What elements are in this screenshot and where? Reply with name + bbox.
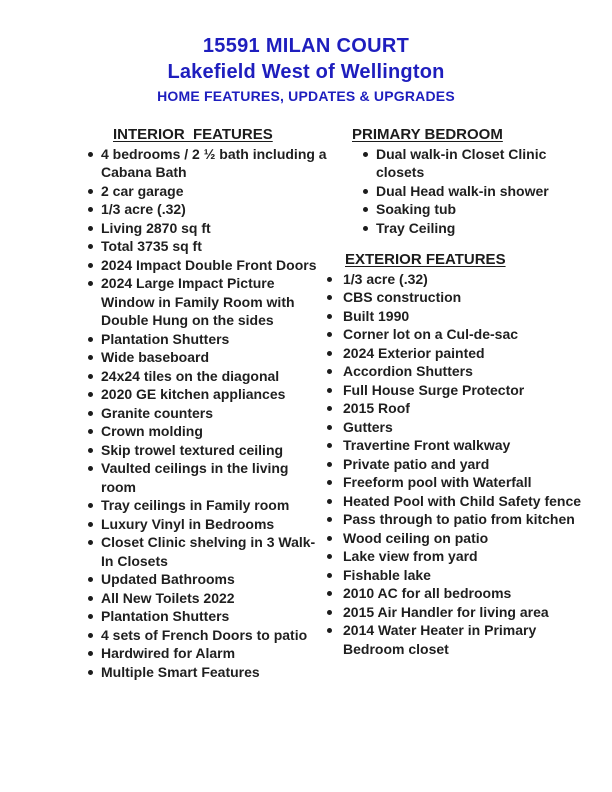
feature-item — [327, 621, 594, 658]
bullet-icon — [88, 448, 93, 453]
feature-item — [327, 362, 594, 381]
feature-text: Dual walk-in Closet Clinic closets — [376, 145, 547, 180]
feature-item — [88, 256, 327, 275]
bullet-icon — [327, 536, 332, 541]
feature-item — [363, 219, 594, 238]
bullet-icon — [88, 226, 93, 231]
feature-item — [327, 455, 594, 474]
feature-item — [327, 325, 594, 344]
bullet-icon — [88, 355, 93, 360]
section-interior-features — [88, 126, 327, 681]
feature-item — [88, 607, 327, 626]
bullet-icon — [88, 670, 93, 675]
bullet-icon — [363, 152, 368, 157]
bullet-icon — [363, 226, 368, 231]
feature-text: Wide baseboard — [101, 349, 210, 365]
feature-text: 2015 Roof — [343, 400, 410, 416]
feature-item — [327, 344, 594, 363]
feature-text: 1/3 acre (.32) — [343, 270, 428, 287]
bullet-icon — [363, 189, 368, 194]
feature-text: 24x24 tiles on the diagonal — [101, 367, 280, 384]
feature-text: CBS construction — [343, 289, 462, 305]
feature-item — [88, 459, 327, 496]
feature-text: 1/3 acre (.32) — [101, 201, 186, 217]
feature-text: 2020 GE kitchen appliances — [101, 386, 286, 402]
feature-text: Gutters — [343, 418, 393, 435]
feature-item — [88, 404, 327, 423]
page-subtitle: Lakefield West of Wellington — [167, 61, 445, 83]
bullet-icon — [327, 554, 332, 559]
section-heading-exterior-features: EXTERIOR FEATURES — [345, 251, 506, 268]
feature-text: Crown molding — [101, 423, 203, 439]
feature-text: 2024 Impact Double Front Doors — [101, 256, 317, 273]
feature-text: Full House Surge Protector — [343, 381, 525, 398]
feature-text: 2 car garage — [101, 182, 184, 199]
bullet-icon — [327, 406, 332, 411]
feature-text: Updated Bathrooms — [101, 571, 235, 587]
feature-item — [88, 385, 327, 404]
feature-text: 2024 Exterior painted — [343, 344, 485, 361]
bullet-icon — [327, 295, 332, 300]
feature-item — [88, 330, 327, 349]
feature-text: 2010 AC for all bedrooms — [343, 585, 512, 601]
feature-text: Skip trowel textured ceiling — [101, 441, 284, 458]
exterior-features-list — [327, 270, 594, 659]
feature-text: Vaulted ceilings in the living room — [101, 460, 289, 495]
bullet-icon — [88, 633, 93, 638]
feature-text: Travertine Front walkway — [343, 437, 511, 453]
bullet-icon — [327, 610, 332, 615]
feature-item — [88, 533, 327, 570]
bullet-icon — [88, 466, 93, 471]
bullet-icon — [88, 522, 93, 527]
bullet-icon — [327, 462, 332, 467]
feature-item — [88, 515, 327, 534]
right-column — [327, 126, 594, 681]
feature-item — [327, 418, 594, 437]
feature-item — [88, 348, 327, 367]
feature-item — [88, 626, 327, 645]
feature-item — [327, 473, 594, 492]
page-title: 15591 MILAN COURT — [202, 35, 410, 57]
two-column-body — [0, 126, 612, 681]
feature-text: Tray ceilings in Family room — [101, 497, 290, 513]
bullet-icon — [327, 314, 332, 319]
feature-item — [327, 603, 594, 622]
bullet-icon — [88, 281, 93, 286]
feature-item — [327, 529, 594, 548]
feature-text: Dual Head walk-in shower — [376, 182, 549, 199]
feature-text: 2015 Air Handler for living area — [343, 603, 549, 620]
section-primary-bedroom — [327, 126, 594, 237]
bullet-icon — [88, 337, 93, 342]
feature-text: Living 2870 sq ft — [101, 219, 211, 236]
section-exterior-features — [327, 251, 594, 658]
bullet-icon — [327, 351, 332, 356]
feature-item — [88, 219, 327, 238]
feature-text: Total 3735 sq ft — [101, 238, 202, 254]
bullet-icon — [88, 374, 93, 379]
bullet-icon — [327, 573, 332, 578]
feature-item — [88, 589, 327, 608]
feature-text: Soaking tub — [376, 201, 457, 217]
bullet-icon — [88, 577, 93, 582]
feature-text: 2014 Water Heater in Primary Bedroom closet — [343, 622, 537, 657]
bullet-icon — [88, 503, 93, 508]
bullet-icon — [327, 480, 332, 485]
feature-item — [88, 570, 327, 589]
feature-item — [327, 566, 594, 585]
feature-item — [327, 381, 594, 400]
section-heading-primary-bedroom: PRIMARY BEDROOM — [352, 126, 503, 143]
feature-text: Fishable lake — [343, 566, 431, 583]
feature-item — [88, 496, 327, 515]
feature-item — [327, 288, 594, 307]
bullet-icon — [327, 517, 332, 522]
feature-item — [363, 200, 594, 219]
feature-text: All New Toilets 2022 — [101, 589, 235, 606]
bullet-icon — [88, 540, 93, 545]
page-tagline: HOME FEATURES, UPDATES & UPGRADES — [157, 88, 455, 104]
feature-item — [363, 182, 594, 201]
feature-text: Tray Ceiling — [376, 219, 456, 236]
feature-text: Accordion Shutters — [343, 363, 473, 379]
feature-item — [88, 367, 327, 386]
feature-item — [88, 441, 327, 460]
feature-item — [88, 237, 327, 256]
feature-item — [363, 145, 594, 182]
feature-item — [88, 274, 327, 330]
feature-text: Multiple Smart Features — [101, 663, 260, 680]
left-column — [88, 126, 327, 681]
bullet-icon — [88, 207, 93, 212]
bullet-icon — [88, 392, 93, 397]
feature-item — [327, 307, 594, 326]
bullet-icon — [88, 614, 93, 619]
feature-text: 2024 Large Impact Picture Window in Family Room with Double Hung on the sides — [101, 275, 295, 328]
bullet-icon — [327, 332, 332, 337]
feature-text: Plantation Shutters — [101, 608, 230, 624]
feature-text: Corner lot on a Cul-de-sac — [343, 326, 519, 342]
feature-item — [327, 270, 594, 289]
feature-text: 4 sets of French Doors to patio — [101, 626, 308, 643]
feature-item — [88, 422, 327, 441]
bullet-icon — [88, 263, 93, 268]
feature-text: Lake view from yard — [343, 548, 478, 564]
feature-text: Heated Pool with Child Safety fence — [343, 492, 582, 509]
feature-item — [327, 547, 594, 566]
bullet-icon — [327, 499, 332, 504]
bullet-icon — [327, 369, 332, 374]
feature-text: Luxury Vinyl in Bedrooms — [101, 515, 275, 532]
bullet-icon — [327, 277, 332, 282]
bullet-icon — [327, 443, 332, 448]
feature-text: Built 1990 — [343, 307, 410, 324]
feature-text: Private patio and yard — [343, 455, 490, 472]
bullet-icon — [88, 244, 93, 249]
feature-item — [88, 200, 327, 219]
document-header — [0, 33, 612, 107]
feature-item — [327, 510, 594, 529]
bullet-icon — [88, 651, 93, 656]
bullet-icon — [363, 207, 368, 212]
bullet-icon — [88, 429, 93, 434]
feature-item — [88, 145, 327, 182]
interior-features-list — [88, 145, 327, 682]
feature-text: Granite counters — [101, 404, 214, 421]
feature-item — [327, 584, 594, 603]
feature-item — [327, 492, 594, 511]
feature-item — [88, 644, 327, 663]
primary-bedroom-list — [363, 145, 594, 238]
bullet-icon — [88, 152, 93, 157]
feature-text: Hardwired for Alarm — [101, 645, 236, 661]
feature-item — [327, 399, 594, 418]
bullet-icon — [88, 411, 93, 416]
feature-item — [88, 663, 327, 682]
bullet-icon — [327, 388, 332, 393]
feature-text: Plantation Shutters — [101, 330, 230, 347]
feature-text: Closet Clinic shelving in 3 Walk-In Closets — [101, 534, 316, 569]
feature-text: Wood ceiling on patio — [343, 529, 489, 546]
feature-text: Pass through to patio from kitchen — [343, 511, 575, 527]
bullet-icon — [88, 189, 93, 194]
bullet-icon — [327, 628, 332, 633]
feature-item — [88, 182, 327, 201]
bullet-icon — [327, 425, 332, 430]
feature-text: Freeform pool with Waterfall — [343, 474, 532, 490]
feature-text: 4 bedrooms / 2 ½ bath including a Cabana Bath — [101, 145, 327, 180]
bullet-icon — [327, 591, 332, 596]
section-heading-interior-features: INTERIOR FEATURES — [113, 126, 273, 143]
bullet-icon — [88, 596, 93, 601]
feature-item — [327, 436, 594, 455]
